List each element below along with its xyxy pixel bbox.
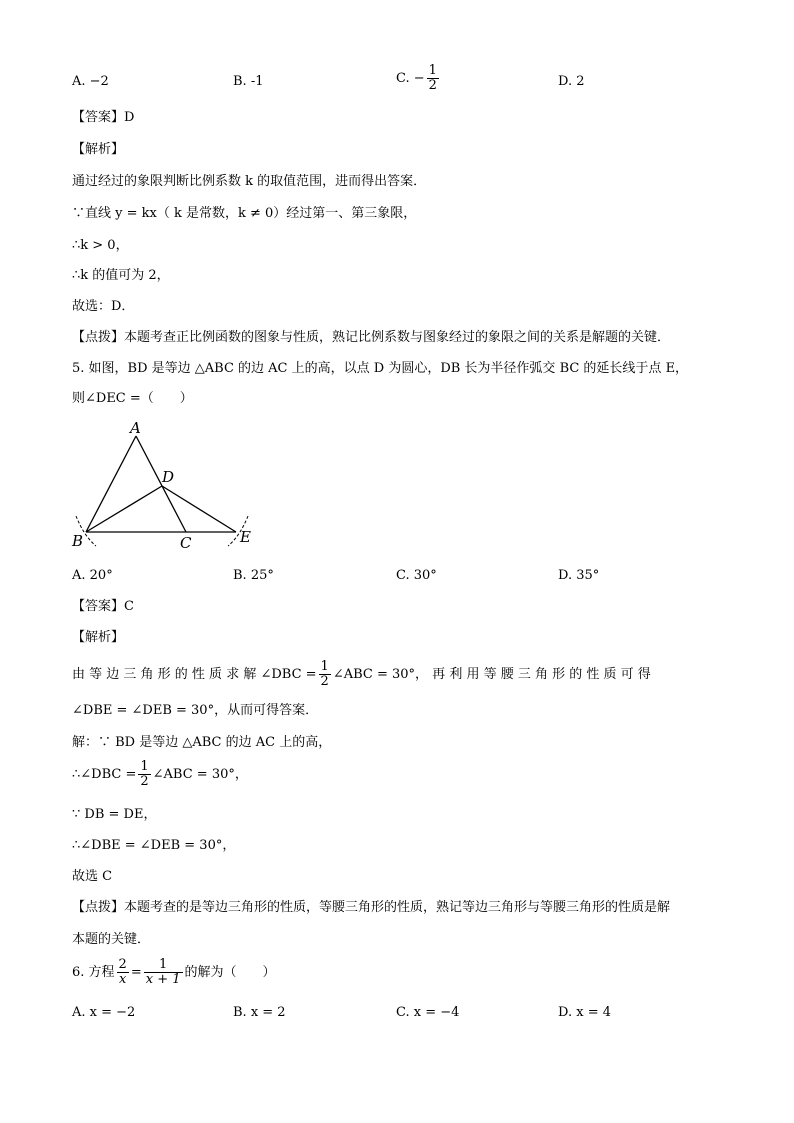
q5-answer: 【答案】C [72, 599, 134, 614]
q5-stem-line-2: 则∠DEC =（ ） [72, 391, 193, 406]
q4-analysis-line-3: ∴k > 0， [72, 238, 129, 253]
q4-option-c-fraction [427, 64, 439, 93]
q5-option-b: B. 25° [233, 568, 274, 583]
q4-option-d: D. 2 [558, 74, 585, 89]
q5-solution-line-4: ∴∠DBE = ∠DEB = 30°， [72, 838, 236, 853]
q4-option-c-denominator: 2 [428, 78, 437, 93]
q5-solution-line-2 [72, 760, 248, 789]
q6-fraction-left-denominator: x [119, 972, 127, 987]
q4-answer: 【答案】D [72, 110, 135, 125]
label-c: C [180, 534, 192, 552]
q6-stem-post: 的解为（ ） [184, 965, 276, 980]
q4-option-c [396, 64, 441, 93]
q6-fraction-right-numerator: 1 [144, 958, 183, 973]
segment-de [162, 486, 236, 532]
q4-tip: 【点拨】本题考查正比例函数的图象与性质，熟记比例系数与图象经过的象限之间的关系是解题的关键． [72, 330, 671, 345]
q5-analysis-label: 【解析】 [72, 630, 125, 645]
q6-equals: = [130, 965, 142, 980]
q6-stem [72, 958, 276, 987]
q6-fraction-right [144, 958, 183, 987]
q4-analysis-line-5: 故选：D． [72, 299, 135, 314]
q5-solution-line-5: 故选 C [72, 869, 113, 884]
q5-analysis-numerator: 1 [320, 659, 329, 674]
q6-fraction-right-denominator: x + 1 [145, 972, 181, 987]
q6-option-b: B. x = 2 [233, 1005, 286, 1020]
label-d: D [162, 468, 175, 486]
q4-analysis-label: 【解析】 [72, 142, 125, 157]
q5-solution-pre: ∴∠DBC = [72, 767, 137, 782]
q6-fraction-left [117, 958, 129, 987]
q5-analysis-post: ∠ABC = 30°， 再 利 用 等 腰 三 角 形 的 性 质 可 得 [332, 667, 651, 682]
q5-option-d: D. 35° [558, 568, 600, 583]
q5-option-a: A. 20° [72, 568, 113, 583]
q5-analysis-fraction [319, 660, 331, 689]
q5-option-c: C. 30° [396, 568, 437, 583]
q5-solution-post: ∠ABC = 30°， [152, 767, 248, 782]
q5-solution-denominator: 2 [140, 774, 149, 789]
q4-option-b: B. -1 [233, 74, 264, 89]
q4-analysis-line-2: ∵直线 y = kx（ k 是常数，k ≠ 0）经过第一、第三象限， [72, 206, 417, 221]
q5-solution-numerator: 1 [140, 759, 149, 774]
q4-option-c-prefix: C. − [396, 71, 425, 86]
q5-analysis-line-2: ∠DBE = ∠DEB = 30°，从而可得答案． [72, 703, 319, 718]
q4-analysis-line-1: 通过经过的象限判断比例系数 k 的取值范围，进而得出答案． [72, 174, 427, 189]
q5-solution-fraction [138, 760, 150, 789]
label-b: B [72, 532, 84, 550]
q4-analysis-line-4: ∴k 的值可为 2， [72, 268, 170, 283]
q6-option-d: D. x = 4 [558, 1005, 611, 1020]
q5-solution-line-3: ∵ DB = DE， [72, 807, 157, 822]
q5-tip-line-2: 本题的关键． [72, 932, 151, 947]
q5-tip-line-1: 【点拨】本题考查的是等边三角形的性质，等腰三角形的性质，熟记等边三角形与等腰三角形的性质是解 [72, 900, 671, 915]
q6-fraction-left-numerator: 2 [118, 957, 127, 972]
label-a: A [130, 419, 141, 437]
q4-option-a: A. −2 [72, 74, 109, 89]
q5-analysis-denominator: 2 [320, 674, 329, 689]
label-e: E [240, 528, 251, 546]
segment-ac [136, 436, 186, 532]
q5-triangle-figure [66, 418, 266, 554]
q5-analysis-line-1 [72, 660, 651, 689]
q6-option-c: C. x = −4 [396, 1005, 460, 1020]
q5-analysis-pre: 由 等 边 三 角 形 的 性 质 求 解 ∠DBC = [72, 667, 317, 682]
q6-option-a: A. x = −2 [72, 1005, 136, 1020]
q4-option-c-numerator: 1 [428, 63, 437, 78]
q5-solution-line-1: 解：∵ BD 是等边 △ABC 的边 AC 上的高， [72, 735, 332, 750]
q6-stem-pre: 6. 方程 [72, 965, 115, 980]
q5-stem-line-1: 5. 如图，BD 是等边 △ABC 的边 AC 上的高，以点 D 为圆心，DB 长为半径作弧交 BC 的延长线于点 E， [72, 361, 689, 376]
